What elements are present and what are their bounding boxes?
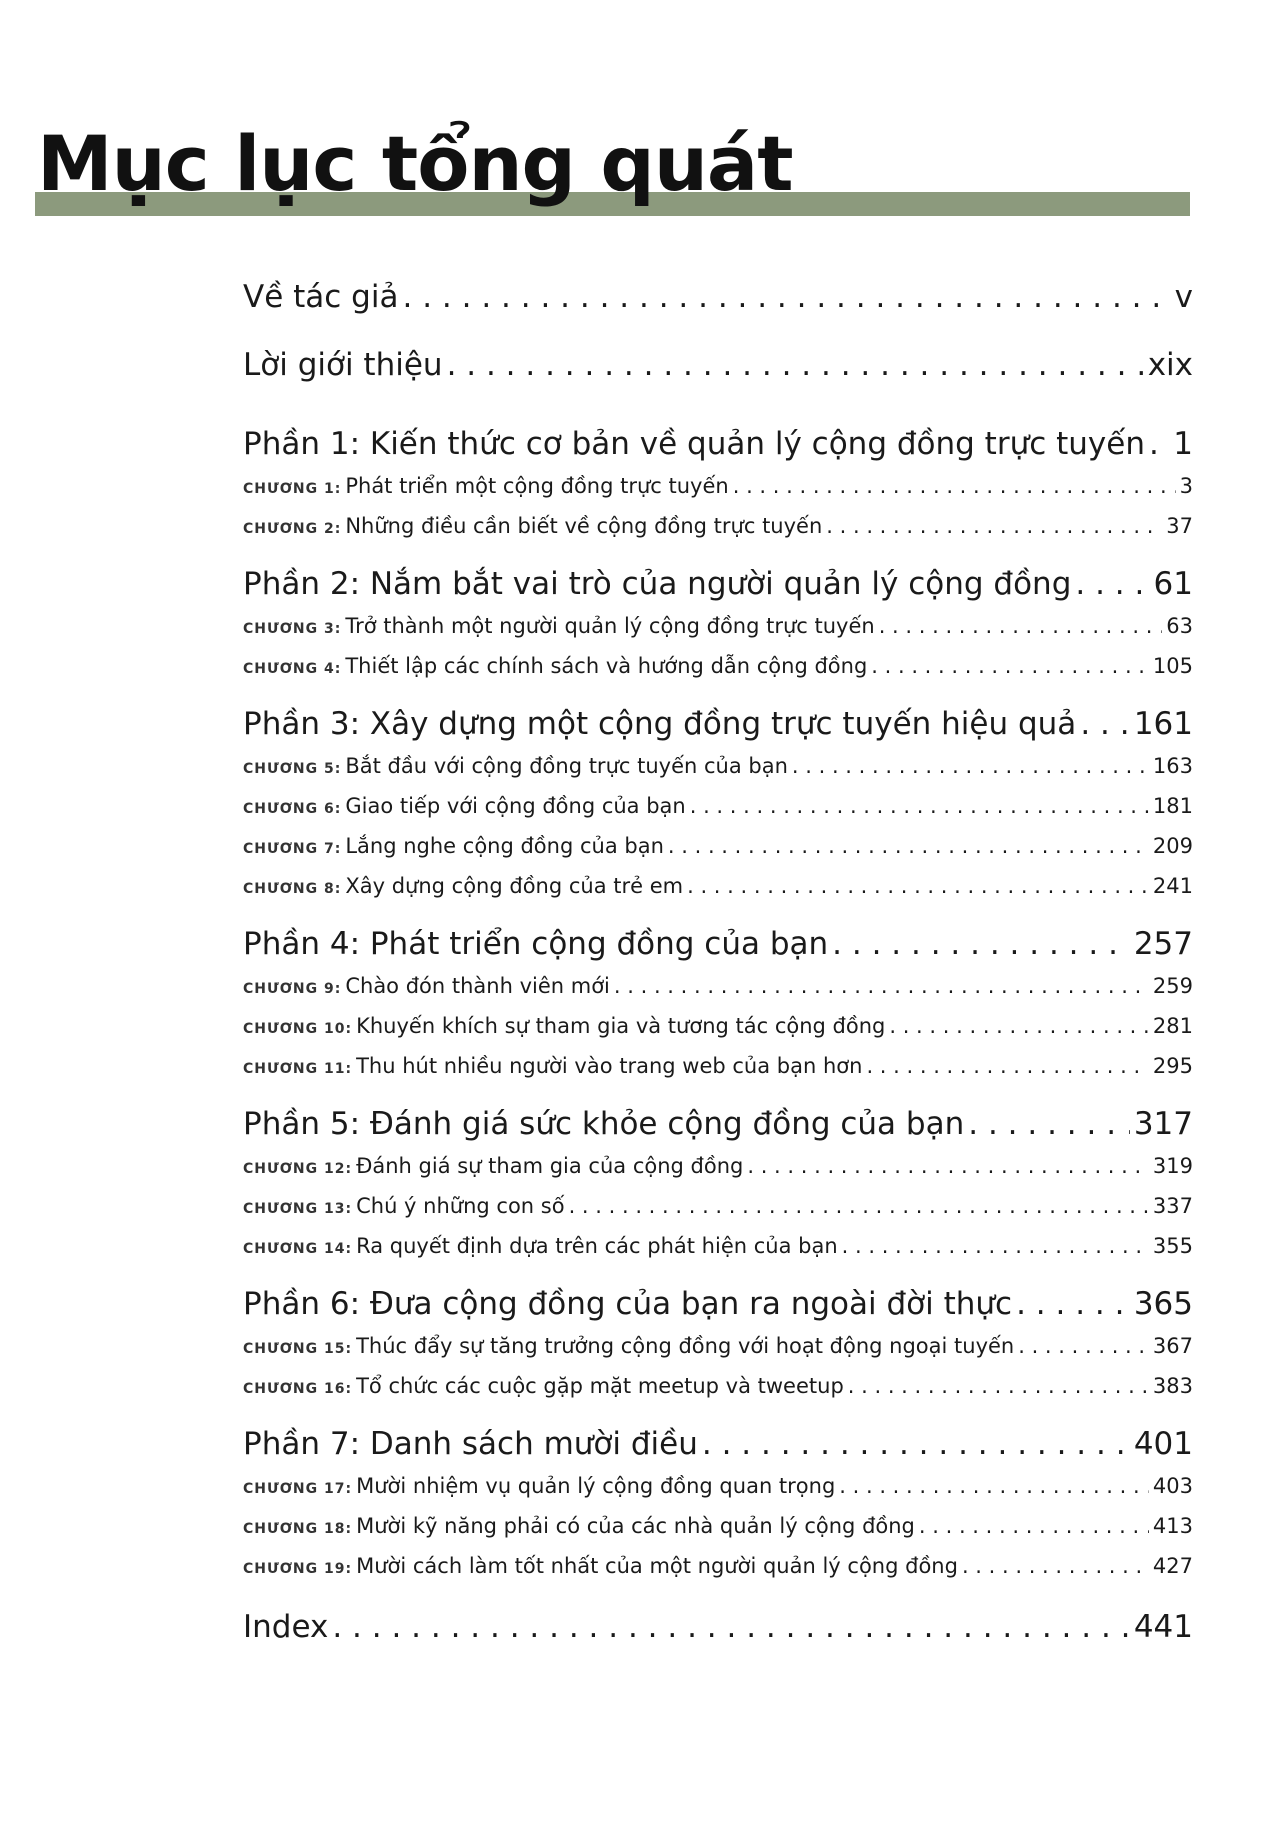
chapter-prefix: CHƯƠNG 7: bbox=[243, 841, 342, 857]
dot-leader bbox=[668, 826, 1149, 866]
part-page: 365 bbox=[1133, 1286, 1193, 1322]
entry-page: xix bbox=[1147, 347, 1193, 383]
chapter-page: 367 bbox=[1152, 1334, 1193, 1358]
chapter-label: Mười nhiệm vụ quản lý cộng đồng quan trọng bbox=[356, 1474, 836, 1498]
part-page: 1 bbox=[1173, 426, 1193, 462]
dot-leader bbox=[792, 746, 1149, 786]
toc-part-7[interactable] bbox=[243, 1422, 1193, 1466]
toc-part-6[interactable] bbox=[243, 1282, 1193, 1326]
chapter-page: 163 bbox=[1152, 754, 1193, 778]
chapter-prefix: CHƯƠNG 3: bbox=[243, 621, 342, 637]
toc-chapter-5[interactable] bbox=[243, 746, 1193, 786]
toc-entry-index[interactable] bbox=[243, 1602, 1193, 1652]
chapter-page: 427 bbox=[1152, 1554, 1193, 1578]
toc-chapter-12[interactable] bbox=[243, 1146, 1193, 1186]
part-label: Phần 7: Danh sách mười điều bbox=[243, 1426, 698, 1462]
chapter-prefix: CHƯƠNG 8: bbox=[243, 881, 342, 897]
chapter-page: 413 bbox=[1152, 1514, 1193, 1538]
chapter-prefix: CHƯƠNG 4: bbox=[243, 661, 342, 677]
chapter-page: 37 bbox=[1166, 514, 1193, 538]
chapter-page: 319 bbox=[1152, 1154, 1193, 1178]
entry-page: 441 bbox=[1133, 1609, 1193, 1645]
chapter-label: Ra quyết định dựa trên các phát hiện của bạn bbox=[356, 1234, 838, 1258]
part-page: 401 bbox=[1133, 1426, 1193, 1462]
chapter-prefix: CHƯƠNG 9: bbox=[243, 981, 342, 997]
chapter-label: Lắng nghe cộng đồng của bạn bbox=[345, 834, 664, 858]
chapter-prefix: CHƯƠNG 16: bbox=[243, 1381, 353, 1397]
entry-label: Lời giới thiệu bbox=[243, 347, 443, 383]
part-group-3 bbox=[243, 702, 1193, 906]
toc-chapter-7[interactable] bbox=[243, 826, 1193, 866]
chapter-label: Trở thành một người quản lý cộng đồng trực tuyến bbox=[345, 614, 875, 638]
part-group-6 bbox=[243, 1282, 1193, 1406]
dot-leader bbox=[826, 506, 1162, 546]
entry-page: v bbox=[1174, 279, 1193, 315]
table-of-contents bbox=[243, 272, 1193, 1652]
chapter-label: Những điều cần biết về cộng đồng trực tuyến bbox=[345, 514, 823, 538]
entry-label: Về tác giả bbox=[243, 279, 399, 315]
chapter-prefix: CHƯƠNG 15: bbox=[243, 1341, 353, 1357]
toc-chapter-10[interactable] bbox=[243, 1006, 1193, 1046]
chapter-label: Khuyến khích sự tham gia và tương tác cộng đồng bbox=[356, 1014, 886, 1038]
chapter-page: 209 bbox=[1152, 834, 1193, 858]
toc-chapter-19[interactable] bbox=[243, 1546, 1193, 1586]
chapter-label: Mười cách làm tốt nhất của một người quản lý cộng đồng bbox=[356, 1554, 958, 1578]
chapter-prefix: CHƯƠNG 6: bbox=[243, 801, 342, 817]
chapter-label: Tổ chức các cuộc gặp mặt meetup và tweetup bbox=[356, 1374, 844, 1398]
chapter-prefix: CHƯƠNG 12: bbox=[243, 1161, 353, 1177]
dot-leader bbox=[747, 1146, 1149, 1186]
toc-chapter-6[interactable] bbox=[243, 786, 1193, 826]
toc-chapter-4[interactable] bbox=[243, 646, 1193, 686]
chapter-page: 63 bbox=[1166, 614, 1193, 638]
part-page: 61 bbox=[1153, 566, 1193, 602]
chapter-prefix: CHƯƠNG 18: bbox=[243, 1521, 353, 1537]
entry-label: Index bbox=[243, 1609, 329, 1645]
dot-leader bbox=[1018, 1326, 1149, 1366]
part-label: Phần 5: Đánh giá sức khỏe cộng đồng của bạn bbox=[243, 1106, 965, 1142]
chapter-page: 295 bbox=[1152, 1054, 1193, 1078]
chapter-page: 337 bbox=[1152, 1194, 1193, 1218]
dot-leader bbox=[687, 866, 1149, 906]
dot-leader bbox=[447, 340, 1144, 390]
chapter-label: Thúc đẩy sự tăng trưởng cộng đồng với hoạt động ngoại tuyến bbox=[356, 1334, 1015, 1358]
part-group-7 bbox=[243, 1422, 1193, 1586]
dot-leader bbox=[866, 1046, 1148, 1086]
toc-chapter-3[interactable] bbox=[243, 606, 1193, 646]
toc-chapter-11[interactable] bbox=[243, 1046, 1193, 1086]
page-title: Mục lục tổng quát bbox=[37, 119, 793, 208]
toc-part-3[interactable] bbox=[243, 702, 1193, 746]
chapter-label: Đánh giá sự tham gia của cộng đồng bbox=[356, 1154, 744, 1178]
dot-leader bbox=[871, 646, 1149, 686]
part-label: Phần 6: Đưa cộng đồng của bạn ra ngoài đời thực bbox=[243, 1286, 1013, 1322]
chapter-page: 241 bbox=[1152, 874, 1193, 898]
dot-leader bbox=[848, 1366, 1149, 1406]
chapter-label: Xây dựng cộng đồng của trẻ em bbox=[345, 874, 684, 898]
dot-leader bbox=[1075, 562, 1149, 606]
dot-leader bbox=[1149, 422, 1169, 466]
chapter-page: 3 bbox=[1179, 474, 1193, 498]
chapter-page: 383 bbox=[1152, 1374, 1193, 1398]
toc-chapter-8[interactable] bbox=[243, 866, 1193, 906]
chapter-page: 181 bbox=[1152, 794, 1193, 818]
dot-leader bbox=[919, 1506, 1149, 1546]
toc-part-2[interactable] bbox=[243, 562, 1193, 606]
chapter-page: 105 bbox=[1152, 654, 1193, 678]
chapter-page: 403 bbox=[1152, 1474, 1193, 1498]
dot-leader bbox=[733, 466, 1176, 506]
toc-part-5[interactable] bbox=[243, 1102, 1193, 1146]
title-block bbox=[35, 118, 1190, 228]
chapter-prefix: CHƯƠNG 13: bbox=[243, 1201, 353, 1217]
toc-chapter-16[interactable] bbox=[243, 1366, 1193, 1406]
toc-chapter-9[interactable] bbox=[243, 966, 1193, 1006]
part-label: Phần 1: Kiến thức cơ bản về quản lý cộng đồng trực tuyến bbox=[243, 426, 1145, 462]
dot-leader bbox=[968, 1102, 1130, 1146]
dot-leader bbox=[1016, 1282, 1130, 1326]
dot-leader bbox=[569, 1186, 1149, 1226]
part-label: Phần 3: Xây dựng một cộng đồng trực tuyến hiệu quả bbox=[243, 706, 1077, 742]
chapter-prefix: CHƯƠNG 19: bbox=[243, 1561, 353, 1577]
dot-leader bbox=[842, 1226, 1149, 1266]
chapter-label: Thu hút nhiều người vào trang web của bạn hơn bbox=[356, 1054, 863, 1078]
chapter-prefix: CHƯƠNG 10: bbox=[243, 1021, 353, 1037]
chapter-label: Phát triển một cộng đồng trực tuyến bbox=[345, 474, 729, 498]
chapter-prefix: CHƯƠNG 2: bbox=[243, 521, 342, 537]
toc-part-1[interactable] bbox=[243, 422, 1193, 466]
toc-chapter-2[interactable] bbox=[243, 506, 1193, 546]
toc-chapter-13[interactable] bbox=[243, 1186, 1193, 1226]
part-group-2 bbox=[243, 562, 1193, 686]
part-label: Phần 2: Nắm bắt vai trò của người quản lý cộng đồng bbox=[243, 566, 1072, 602]
chapter-label: Chào đón thành viên mới bbox=[345, 974, 610, 998]
part-group-4 bbox=[243, 922, 1193, 1086]
toc-chapter-1[interactable] bbox=[243, 466, 1193, 506]
dot-leader bbox=[1080, 702, 1130, 746]
dot-leader bbox=[889, 1006, 1149, 1046]
part-group-5 bbox=[243, 1102, 1193, 1266]
chapter-label: Giao tiếp với cộng đồng của bạn bbox=[345, 794, 686, 818]
chapter-label: Mười kỹ năng phải có của các nhà quản lý cộng đồng bbox=[356, 1514, 915, 1538]
chapter-page: 259 bbox=[1152, 974, 1193, 998]
part-page: 257 bbox=[1133, 926, 1193, 962]
chapter-prefix: CHƯƠNG 1: bbox=[243, 481, 342, 497]
chapter-page: 281 bbox=[1152, 1014, 1193, 1038]
dot-leader bbox=[402, 272, 1170, 322]
toc-chapter-18[interactable] bbox=[243, 1506, 1193, 1546]
chapter-label: Thiết lập các chính sách và hướng dẫn cộng đồng bbox=[345, 654, 868, 678]
dot-leader bbox=[614, 966, 1149, 1006]
part-label: Phần 4: Phát triển cộng đồng của bạn bbox=[243, 926, 829, 962]
dot-leader bbox=[690, 786, 1149, 826]
chapter-prefix: CHƯƠNG 17: bbox=[243, 1481, 353, 1497]
part-page: 317 bbox=[1133, 1106, 1193, 1142]
chapter-prefix: CHƯƠNG 11: bbox=[243, 1061, 353, 1077]
chapter-label: Bắt đầu với cộng đồng trực tuyến của bạn bbox=[345, 754, 788, 778]
part-group-1 bbox=[243, 422, 1193, 546]
chapter-label: Chú ý những con số bbox=[356, 1194, 565, 1218]
toc-chapter-17[interactable] bbox=[243, 1466, 1193, 1506]
chapter-page: 355 bbox=[1152, 1234, 1193, 1258]
chapter-prefix: CHƯƠNG 5: bbox=[243, 761, 342, 777]
toc-chapter-15[interactable] bbox=[243, 1326, 1193, 1366]
chapter-prefix: CHƯƠNG 14: bbox=[243, 1241, 353, 1257]
dot-leader bbox=[839, 1466, 1149, 1506]
dot-leader bbox=[879, 606, 1163, 646]
dot-leader bbox=[332, 1602, 1129, 1652]
dot-leader bbox=[702, 1422, 1130, 1466]
toc-part-4[interactable] bbox=[243, 922, 1193, 966]
toc-entry-about-author[interactable] bbox=[243, 272, 1193, 340]
part-page: 161 bbox=[1133, 706, 1193, 742]
toc-chapter-14[interactable] bbox=[243, 1226, 1193, 1266]
toc-entry-introduction[interactable] bbox=[243, 340, 1193, 408]
dot-leader bbox=[962, 1546, 1149, 1586]
dot-leader bbox=[832, 922, 1130, 966]
